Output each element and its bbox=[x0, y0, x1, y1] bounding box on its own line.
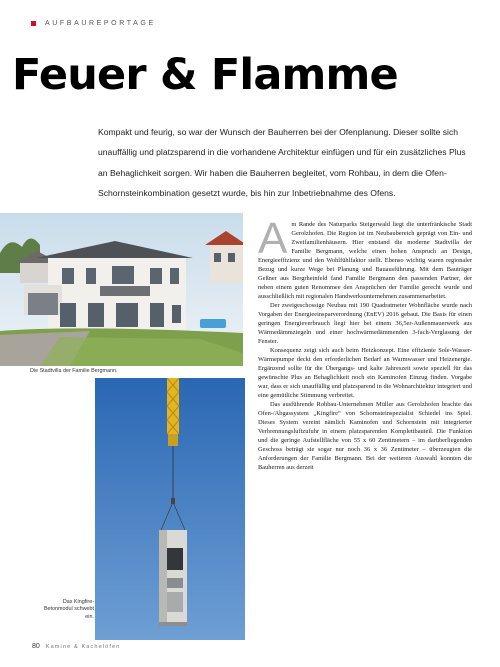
house-caption: Die Stadtvilla der Familie Bergmann. bbox=[30, 368, 118, 374]
paragraph-1-text: m Rande des Naturparks Steigerwald liegt die unterfränkische Stadt Gerolzhofen. Die Region ist im Neubaubereich geprägt von Ein- und Zweifamilienhäusern. Hier entstand die moderne Stadtvilla der Familie Bergmann, welche einen hohen Anspruch an Design, Energieeffizienz und den Wohlfühlfaktor stellt. Ebenso wichtig waren regionaler Bezug und kurze Wege bei Planung und Bauausführung. Mit dem Bauträger Geßner aus Bergrheinfeld fand Familie Bergmann den passenden Partner, der neben einem guten Renommee den Ansprüchen der Familie gerecht wurde und ausschließlich mit regionalen Handwerksunternehmen zusammenarbeitet. bbox=[258, 221, 472, 301]
magazine-name: Kamine & Kachelöfen bbox=[45, 644, 121, 650]
page-footer bbox=[32, 643, 120, 650]
crane-photo bbox=[95, 378, 245, 640]
kicker-label: AUFBAUREPORTAGE bbox=[45, 20, 156, 27]
article-paragraph-2: Der zweigeschossige Neubau mit 190 Quadratmeter Wohnfläche wurde nach Vorgaben der Energieeinsparverordnung (EnEV) 2016 gebaut. Die Basis für einen geringen Energieverbrauch liegt hier bei einem 36,5er-Außenmauerwerk aus Wärmedämmziegeln und einer hochwärmedämmenden 3-fach-Verglasung der Fenster. bbox=[258, 302, 472, 346]
page-number: 80 bbox=[32, 643, 40, 650]
article-paragraph-3: Konsequenz zeigt sich auch beim Heizkonzept. Eine effiziente Sole-Wasser-Wärmepumpe deckt den erforderlichen Bedarf an Warmwasser und Heizenergie. Ergänzend sollte für die Übergangs- und kalte Jahreszeit sowie speziell für das gewünschte Plus an Behaglichkeit noch ein Kaminofen Einzug finden. Vorgabe war, dass er sich unauffällig und platzsparend in die Wohnarchitektur integriert und eine gemütliche Stimmung verbreitet. bbox=[258, 347, 472, 400]
article-paragraph-1 bbox=[258, 214, 472, 301]
article-headline: Feuer & Flamme bbox=[12, 50, 398, 100]
article-body bbox=[258, 214, 472, 472]
article-paragraph-4: Das ausführende Rohbau-Unternehmen Müller aus Gerolzhofen brachte das Ofen-/Abgassystem „Kingfire“ von Schornsteinspezialist Schiedel ins Spiel. Dieses System vereint nämlich Kaminofen und Schornstein mit integrierter Verbrennungsluftzufuhr in einem platzsparenden Komplettbauteil. Die Funktion und die geringe Aufstellfläche von 55 x 60 Zentimetern – im darüberliegenden Geschoss beträgt sie sogar nur noch 36 x 36 Zentimeter – überzeugten die Anforderungen der Familie Bergmann. Bei der weiteren Auswahl konnten die Bauherren aus derzeit bbox=[258, 401, 472, 472]
drop-cap: A bbox=[258, 214, 288, 263]
house-photo bbox=[0, 213, 243, 366]
section-kicker bbox=[31, 20, 156, 27]
section-marker bbox=[31, 21, 36, 26]
article-lead: Kompakt und feurig, so war der Wunsch der Bauherren bei der Ofenplanung. Dieser sollte sich unauffällig und platzsparend in die vorhandene Architektur einfügen und für ein zusätzliches Plus an Behaglichkeit sorgen. Wir haben die Bauherren begleitet, vom Rohbau, in dem die Ofen-Schornsteinkombination gesetzt wurde, bis hin zur Inbetriebnahme des Ofens. bbox=[98, 127, 466, 199]
crane-caption: Das Kingfire-Betonmodul schwebt ein. bbox=[43, 599, 94, 620]
